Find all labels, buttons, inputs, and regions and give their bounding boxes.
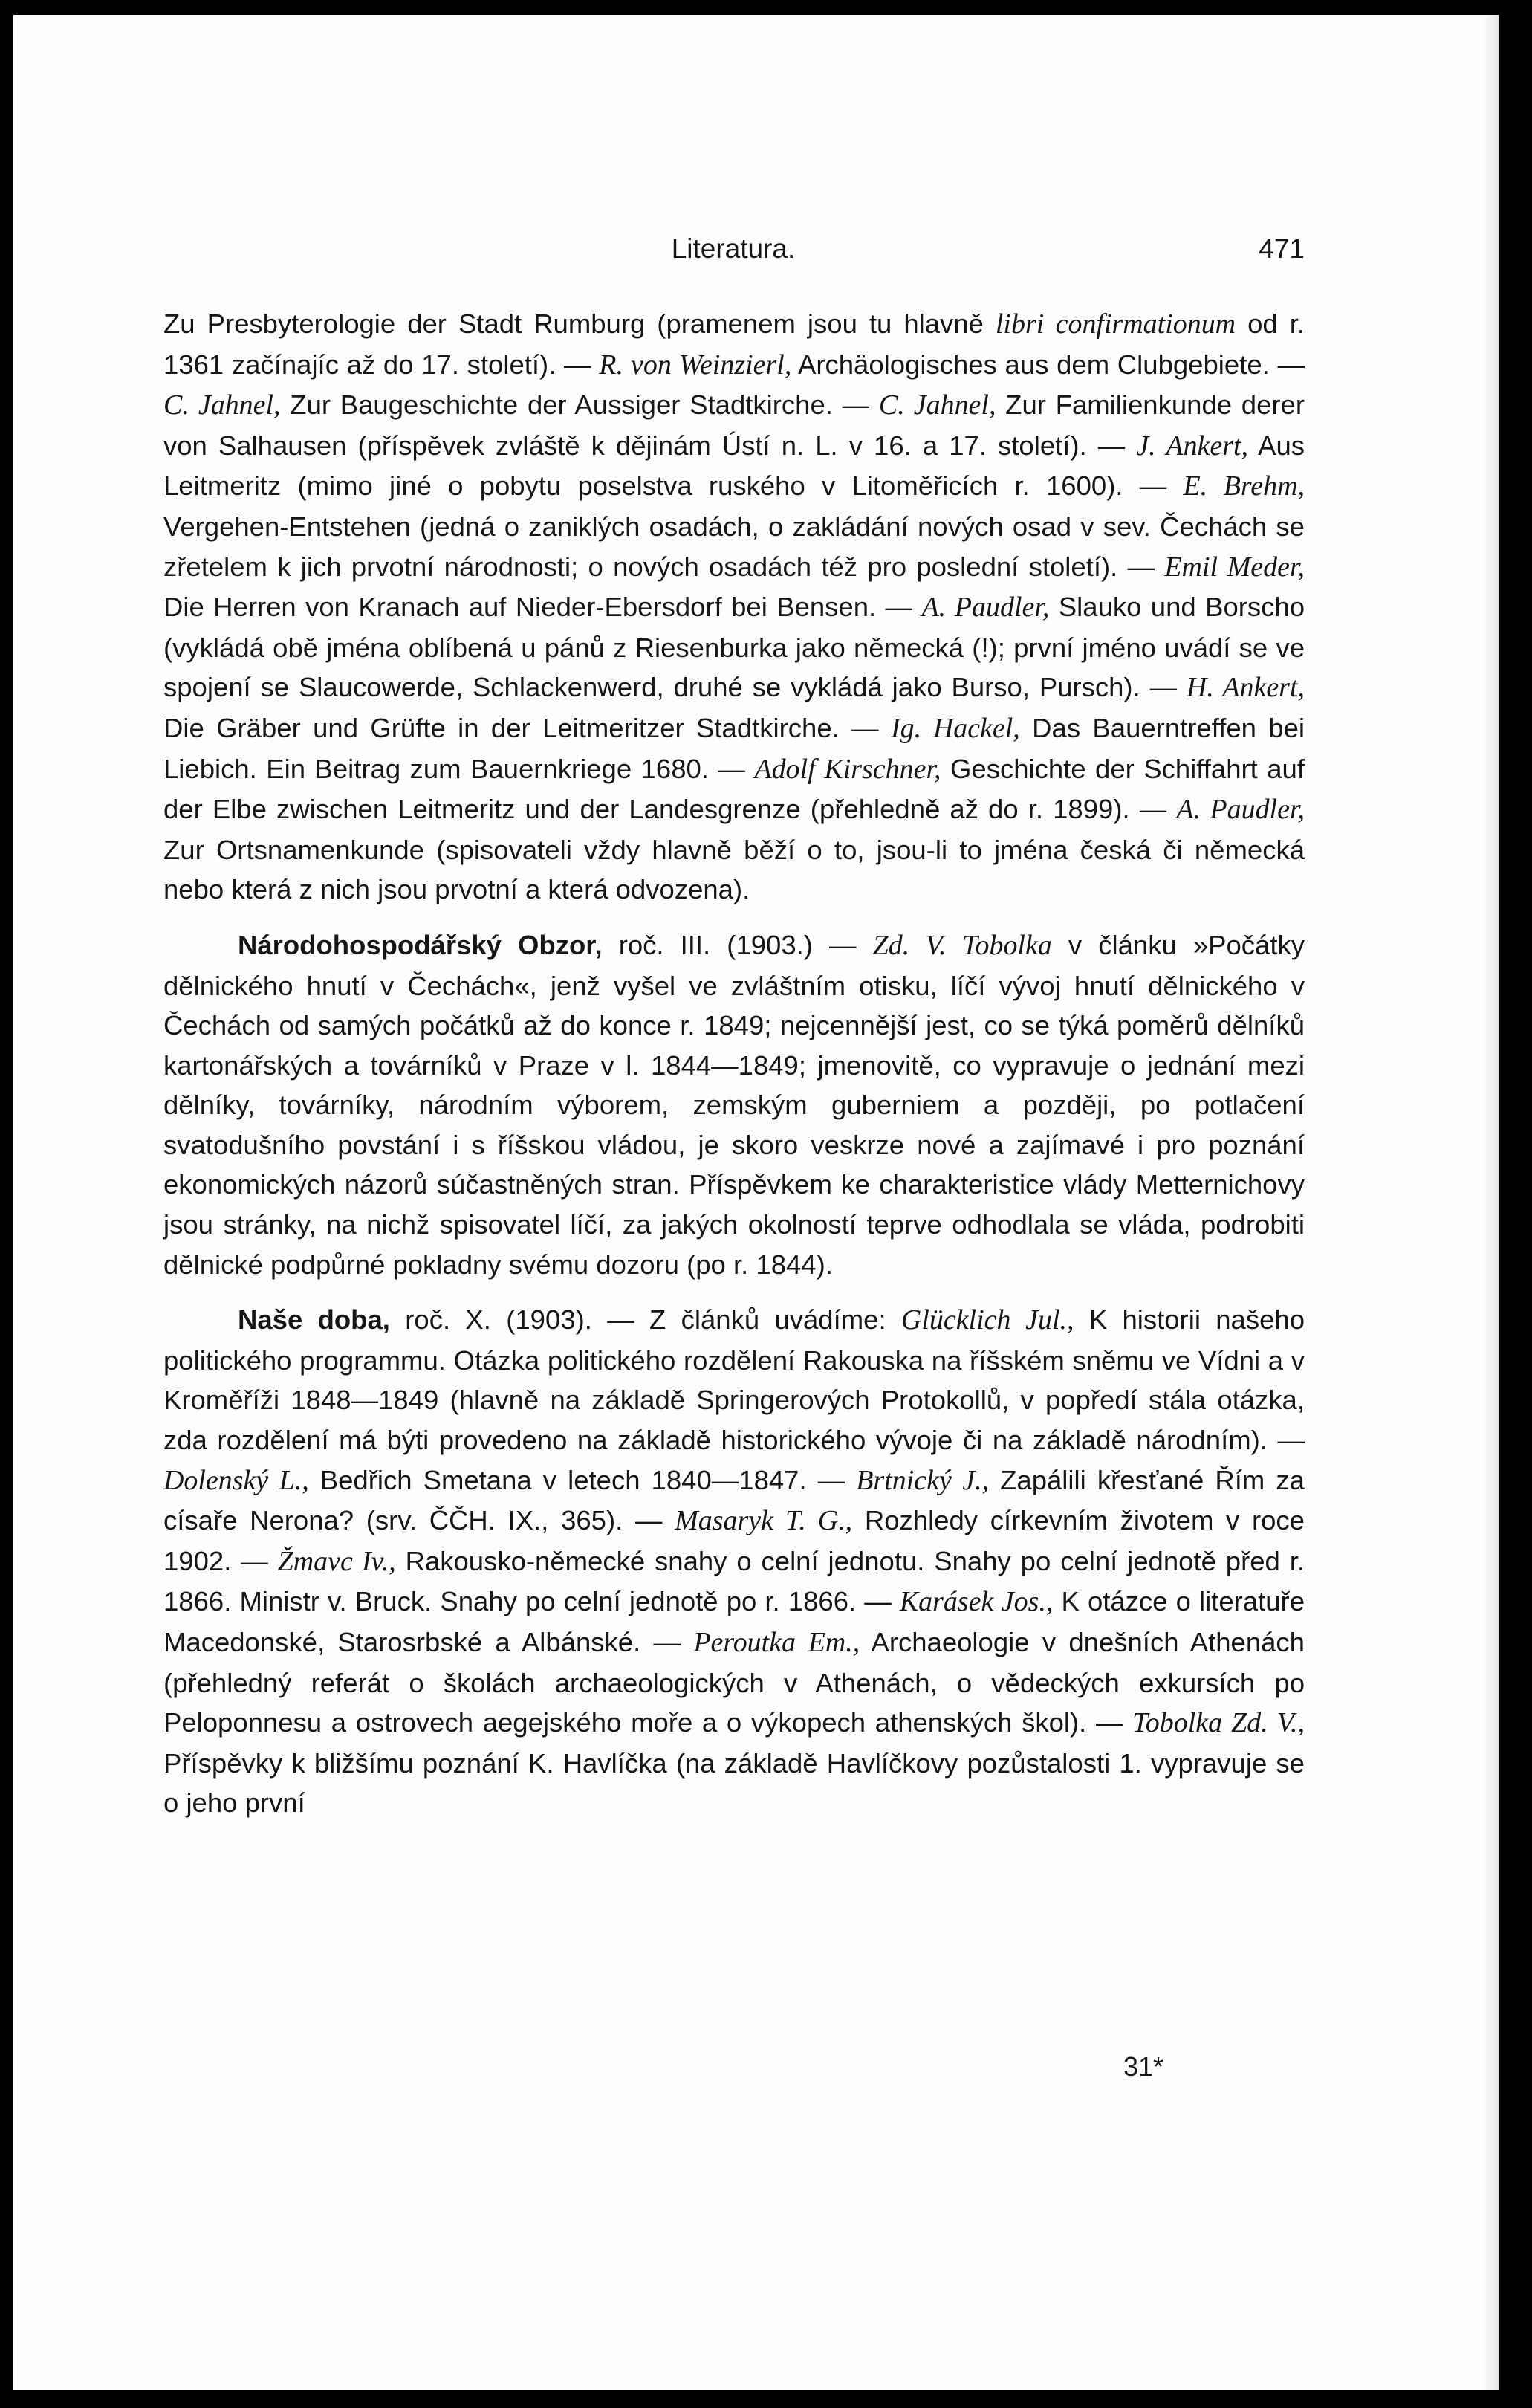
body-text [163, 304, 1305, 1823]
paragraph-rumburg: Zu Presbyterologie der Stadt Rumburg (pramenem jsou tu hlavně libri confirmationum od r. 1361 začínajíc až do 17. století). — R. von Weinzierl, Archäologisches aus dem Clubgebiete. — C. Jahnel, Zur Baugeschichte der Aussiger Stadtkirche. — C. Jahnel, Zur Familienkunde derer von Salhausen (příspěvek zvláště k dějinám Ústí n. L. v 16. a 17. století). — J. Ankert, Aus Leitmeritz (mimo jiné o pobytu poselstva ruského v Litoměřicích r. 1600). — E. Brehm, Vergehen-Entstehen (jedná o zaniklých osadách, o zakládání nových osad v sev. Čechách se zřetelem k jich prvotní národnosti; o nových osadách též pro poslední století). — Emil Meder, Die Herren von Kranach auf Nieder-Ebersdorf bei Bensen. — A. Paudler, Slauko und Borscho (vykládá obě jména oblíbená u pánů z Riesenburka jako německá (!); první jméno uvádí se ve spojení se Slaucowerde, Schlackenwerd, druhé se vykládá jako Burso, Pursch). — H. Ankert, Die Gräber und Grüfte in der Leitmeritzer Stadtkirche. — Ig. Hackel, Das Bauerntreffen bei Liebich. Ein Beitrag zum Bauernkriege 1680. — Adolf Kirschner, Geschichte der Schiffahrt auf der Elbe zwischen Leitmeritz und der Landesgrenze (přehledně až do r. 1899). — A. Paudler, Zur Ortsnamenkunde (spisovateli vždy hlavně běží o to, jsou-li to jména česká či německá nebo která z nich jsou prvotní a která odvozena). [163, 308, 1305, 905]
book-page [13, 15, 1499, 2390]
paragraph-narodohospodarsky-obzor: Národohospodářský Obzor, roč. III. (1903.) — Zd. V. Tobolka v článku »Počátky dělnického hnutí v Čechách«, jenž vyšel ve zvláštním otisku, líčí vývoj hnutí dělnického v Čechách od samých počátků až do konce r. 1849; nejcennější jest, co se týká poměrů dělníků kartonářských a továrníků v Praze v l. 1844—1849; jmenovitě, co vypravuje o jednání mezi dělníky, továrníky, národním výborem, zemským guberniem a později, po potlačení svatodušního povstání i s říšskou vládou, je skoro veskrze nové a zajímavé i pro poznání ekonomických názorů súčastněných stran. Příspěvkem ke charakteristice vlády Metternichovy jsou stránky, na nichž spisovatel líčí, za jakých okolností teprve odhodlala se vláda, podrobiti dělnické podpůrné pokladny svému dozoru (po r. 1844). [163, 929, 1305, 1280]
paragraph-nase-doba: Naše doba, roč. X. (1903). — Z článků uvádíme: Glücklich Jul., K historii našeho politického programmu. Otázka politického rozdělení Rakouska na říšském sněmu ve Vídni a v Kroměříži 1848—1849 (hlavně na základě Springerových Protokollů, v popředí stála otázka, zda rozdělení má býti provedeno na základě historického vývoje či na základě národním). — Dolenský L., Bedřich Smetana v letech 1840—1847. — Brtnický J., Zapálili křesťané Řím za císaře Nerona? (srv. ČČH. IX., 365). — Masaryk T. G., Rozhledy církevním životem v roce 1902. — Žmavc Iv., Rakousko-německé snahy o celní jednotu. Snahy po celní jednotě před r. 1866. Ministr v. Bruck. Snahy po celní jednotě po r. 1866. — Karásek Jos., K otázce o literatuře Macedonské, Starosrbské a Albánské. — Peroutka Em., Archaeologie v dnešních Athenách (přehledný referát o školách archaeologických v Athenách, o vědeckých exkursích po Peloponnesu a ostrovech aegejského moře a o výkopech athenských škol). — Tobolka Zd. V., Příspěvky k bližšímu poznání K. Havlíčka (na základě Havlíčkovy pozůstalosti 1. vypravuje se o jeho první [163, 1304, 1305, 1819]
page-edge-shadow [1483, 15, 1499, 2390]
header-title: Literatura. [671, 233, 796, 264]
page-number: 471 [1259, 233, 1305, 264]
running-header [162, 233, 1305, 275]
signature-mark: 31* [1123, 2051, 1164, 2082]
